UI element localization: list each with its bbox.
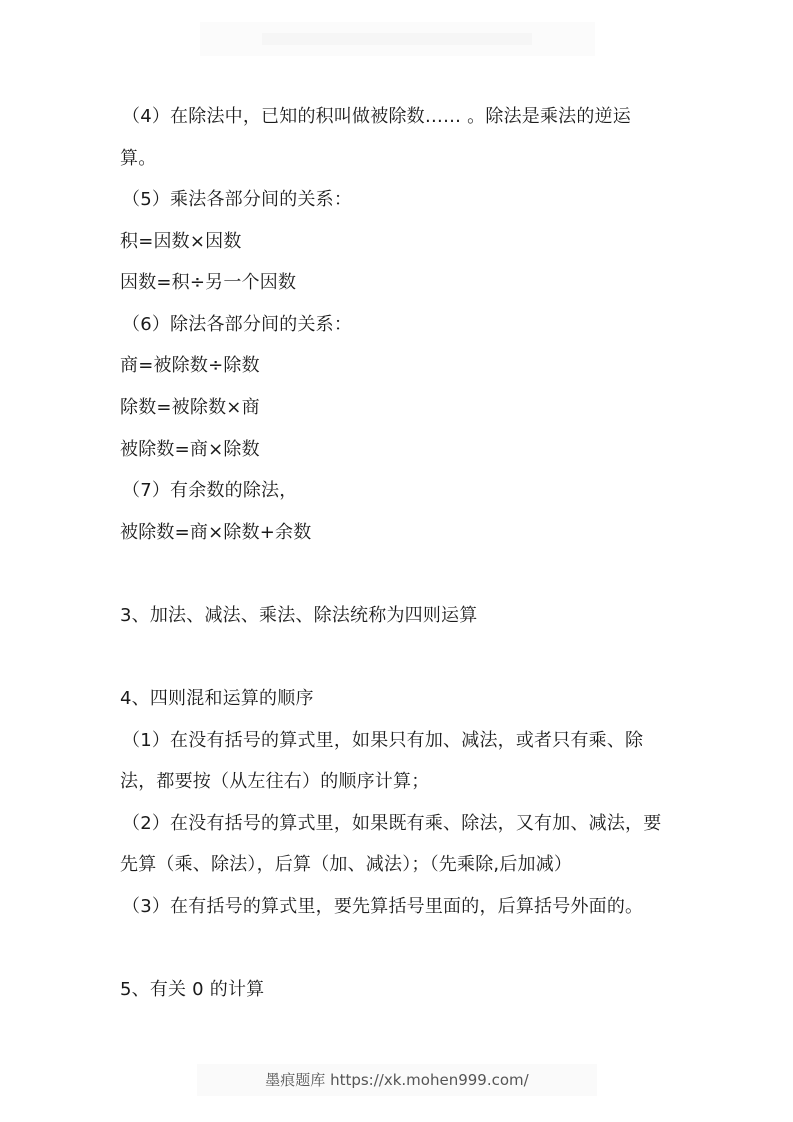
footer-watermark: 墨痕题库 https://xk.mohen999.com/ (197, 1064, 597, 1096)
rule-3: （3）在有括号的算式里，要先算括号里面的，后算括号外面的。 (122, 896, 644, 917)
paragraph-division-definition: （4）在除法中，已知的积叫做被除数…… 。除法是乘法的逆运 (122, 106, 631, 127)
heading-division-with-remainder: （7）有余数的除法， (122, 480, 298, 501)
paragraph-division-definition-cont: 算。 (120, 148, 157, 169)
rule-1-line-2: 法，都要按（从左往右）的顺序计算； (120, 771, 430, 792)
formula-product: 积=因数×因数 (120, 231, 242, 252)
header-watermark-text (262, 33, 532, 45)
rule-2-line-1: （2）在没有括号的算式里，如果既有乘、除法，又有加、减法，要 (122, 813, 662, 834)
section-5-zero-calculations: 5、有关 0 的计算 (120, 979, 265, 1000)
formula-factor: 因数=积÷另一个因数 (120, 272, 297, 293)
formula-quotient: 商=被除数÷除数 (120, 355, 260, 376)
formula-dividend: 被除数=商×除数 (120, 439, 260, 460)
heading-division-relations: （6）除法各部分间的关系： (122, 314, 353, 335)
header-watermark (200, 22, 595, 56)
formula-divisor: 除数=被除数×商 (120, 397, 260, 418)
formula-dividend-with-remainder: 被除数=商×除数+余数 (120, 522, 312, 543)
rule-2-line-2: 先算（乘、除法），后算（加、减法）；（先乘除,后加减） (120, 854, 573, 875)
rule-1-line-1: （1）在没有括号的算式里，如果只有加、减法，或者只有乘、除 (122, 730, 644, 751)
section-3-four-operations: 3、加法、减法、乘法、除法统称为四则运算 (120, 605, 478, 626)
section-4-order-of-operations: 4、四则混和运算的顺序 (120, 688, 314, 709)
heading-multiplication-relations: （5）乘法各部分间的关系： (122, 189, 353, 210)
